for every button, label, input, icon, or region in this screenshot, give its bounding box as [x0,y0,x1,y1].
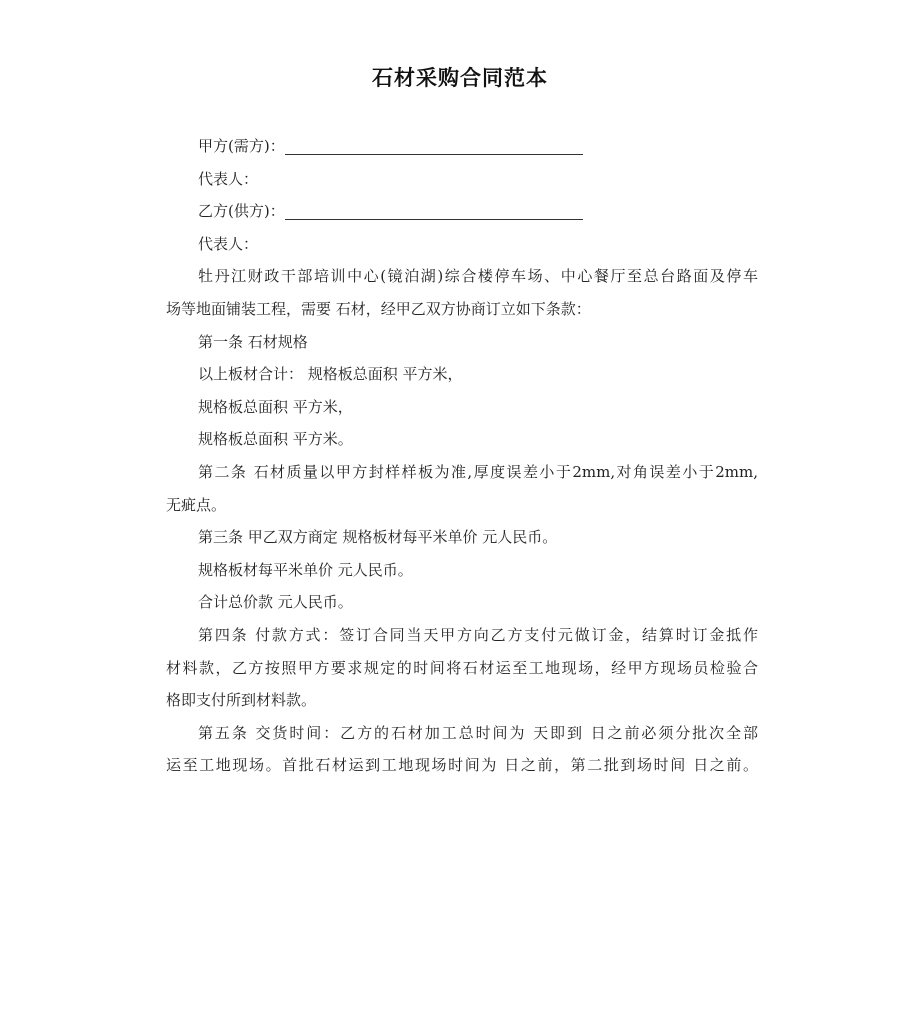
article-5-line-1: 第五条 交货时间：乙方的石材加工总时间为 天即到 日之前必须分批次全部 [198,723,758,742]
project-paragraph-line-1: 牡丹江财政干部培训中心(镜泊湖)综合楼停车场、中心餐厅至总台路面及停车 [198,267,758,286]
article-3-line-2: 规格板材每平米单价 元人民币。 [198,560,413,579]
party-b-representative: 代表人： [198,234,259,253]
article-4-line-1: 第四条 付款方式：签订合同当天甲方向乙方支付元做订金，结算时订金抵作 [198,625,758,644]
party-a-line [166,130,758,163]
party-a-representative: 代表人： [198,169,259,188]
article-1-spec-3: 规格板总面积 平方米。 [198,430,353,449]
project-paragraph-line-2: 场等地面铺装工程，需要 石材，经甲乙双方协商订立如下条款： [166,299,591,318]
party-a-label: 甲方(需方)： [198,137,285,155]
party-a-blank [285,140,583,155]
article-1-heading: 第一条 石材规格 [198,332,308,351]
article-1-spec-2: 规格板总面积 平方米， [198,397,353,416]
party-b-line [166,195,758,228]
article-5-line-2: 运至工地现场。首批石材运到工地现场时间为 日之前，第二批到场时间 日之前。 [166,756,758,775]
document-title: 石材采购合同范本 [372,66,548,90]
article-3-total: 合计总价款 元人民币。 [198,593,353,612]
article-2-line-2: 无疵点。 [166,495,227,514]
article-1-total: 以上板材合计： 规格板总面积 平方米， [198,365,463,384]
party-b-label: 乙方(供方)： [198,202,285,221]
contract-body [166,130,758,782]
article-3-line-1: 第三条 甲乙双方商定 规格板材每平米单价 元人民币。 [198,528,558,547]
article-4-line-2: 材料款，乙方按照甲方要求规定的时间将石材运至工地现场，经甲方现场员检验合 [166,658,758,677]
article-4-line-3: 格即支付所到材料款。 [166,691,317,710]
article-2-line-1: 第二条 石材质量以甲方封样样板为准,厚度误差小于2mm,对角误差小于2mm, [198,462,758,481]
party-b-blank [285,205,583,220]
